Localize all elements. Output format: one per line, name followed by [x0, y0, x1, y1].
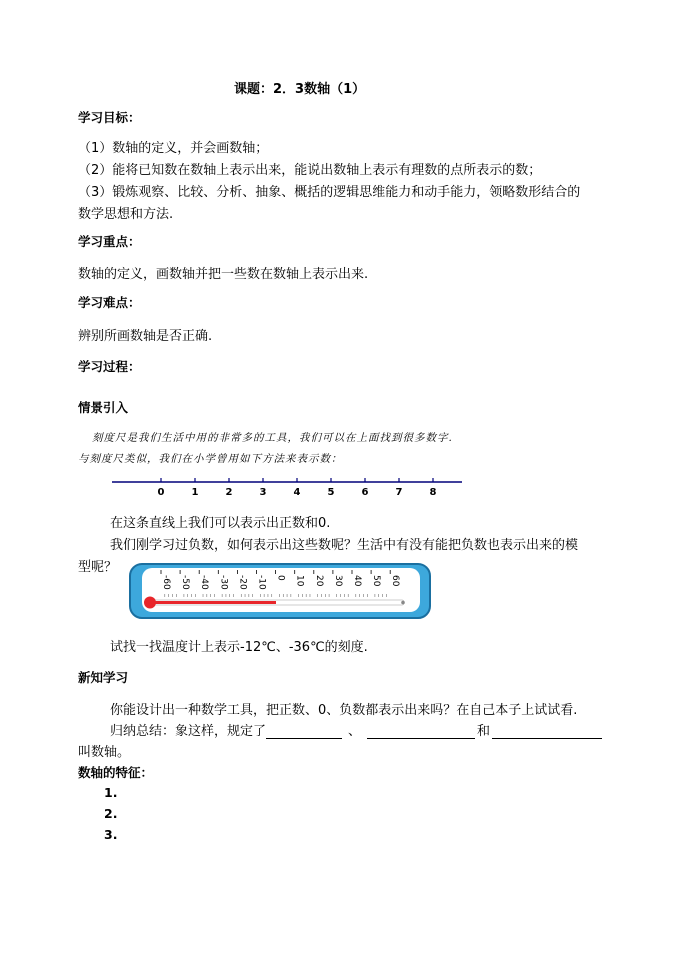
objective-item: 数学思想和方法.: [78, 207, 174, 222]
fill-blank-1[interactable]: [266, 725, 342, 739]
thermometer-label: 0: [275, 575, 286, 581]
thermometer-label: -50: [180, 575, 191, 590]
thermometer-bulb: [144, 597, 156, 609]
handwritten-line: 刻度尺是我们生活中用的非常多的工具，我们可以在上面找到很多数字.: [92, 432, 453, 444]
new-learning-heading: 新知学习: [78, 670, 129, 685]
thermometer-label: -30: [218, 575, 229, 590]
thermometer-label: 40: [352, 575, 362, 587]
intro-heading: 情景引入: [78, 400, 129, 415]
ruler-label: 0: [157, 487, 165, 498]
key-point-text: 数轴的定义，画数轴并把一些数在数轴上表示出来.: [78, 267, 369, 282]
thermometer-label: 20: [313, 575, 324, 587]
process-heading: 学习过程：: [78, 359, 141, 374]
lesson-title: 课题：2．3数轴（1）: [234, 82, 366, 97]
fill-blank-2[interactable]: [367, 725, 475, 739]
ruler-label: 8: [429, 487, 437, 498]
mercury-column: [150, 601, 276, 604]
difficulty-heading: 学习难点：: [78, 295, 141, 310]
handwritten-line: 与刻度尺类似，我们在小学曾用如下方法来表示数：: [78, 453, 343, 465]
separator: 和: [477, 724, 491, 739]
intro-text: 在这条直线上我们可以表示出正数和0.: [110, 516, 331, 531]
feature-item: 1.: [104, 785, 118, 800]
ruler-label: 4: [293, 487, 301, 498]
features-heading: 数轴的特征：: [78, 765, 154, 780]
intro-text: 我们刚学习过负数，如何表示出这些数呢？生活中有没有能把负数也表示出来的模: [110, 538, 579, 553]
thermometer-label: -10: [256, 575, 267, 590]
objective-item: （1）数轴的定义，并会画数轴；: [78, 141, 269, 156]
feature-item: 3.: [104, 827, 118, 842]
feature-item: 2.: [104, 806, 118, 821]
ruler-label: 6: [361, 487, 369, 498]
thermometer-label: -40: [199, 575, 210, 590]
ruler-label: 5: [327, 487, 335, 498]
summary-line: [110, 720, 602, 739]
tube-end: [401, 601, 405, 605]
separator: 、: [348, 724, 362, 739]
intro-text: 试找一找温度计上表示-12℃、-36℃的刻度.: [110, 640, 368, 655]
thermometer-label: 30: [332, 575, 343, 587]
key-point-heading: 学习重点：: [78, 234, 141, 249]
summary-prefix: 归纳总结：象这样，规定了: [110, 724, 267, 739]
ruler-label: 3: [259, 487, 267, 498]
new-learning-text: 你能设计出一种数学工具，把正数、0、负数都表示出来吗？在自己本子上试试看.: [110, 703, 578, 718]
thermometer-label: -20: [237, 575, 248, 590]
ruler-label: 1: [191, 487, 199, 498]
objective-item: （3）锻炼观察、比较、分析、抽象、概括的逻辑思维能力和动手能力，领略数形结合的: [78, 185, 581, 200]
intro-text: 型呢？: [78, 560, 118, 575]
thermometer-label: -60: [161, 575, 171, 590]
difficulty-text: 辨别所画数轴是否正确.: [78, 329, 213, 344]
ruler-label: 7: [395, 487, 403, 498]
objectives-heading: 学习目标：: [78, 110, 141, 125]
thermometer-label: 10: [294, 575, 305, 587]
new-learning-text: 叫数轴。: [78, 745, 131, 760]
thermometer-label: 60: [390, 575, 401, 587]
thermometer: [128, 560, 434, 622]
fill-blank-3[interactable]: [492, 725, 602, 739]
ruler-label: 2: [225, 487, 233, 498]
thermometer-label: 50: [371, 575, 382, 587]
objective-item: （2）能将已知数在数轴上表示出来，能说出数轴上表示有理数的点所表示的数；: [78, 163, 542, 178]
ruler-marks: [158, 478, 437, 498]
number-ruler: [110, 470, 470, 502]
